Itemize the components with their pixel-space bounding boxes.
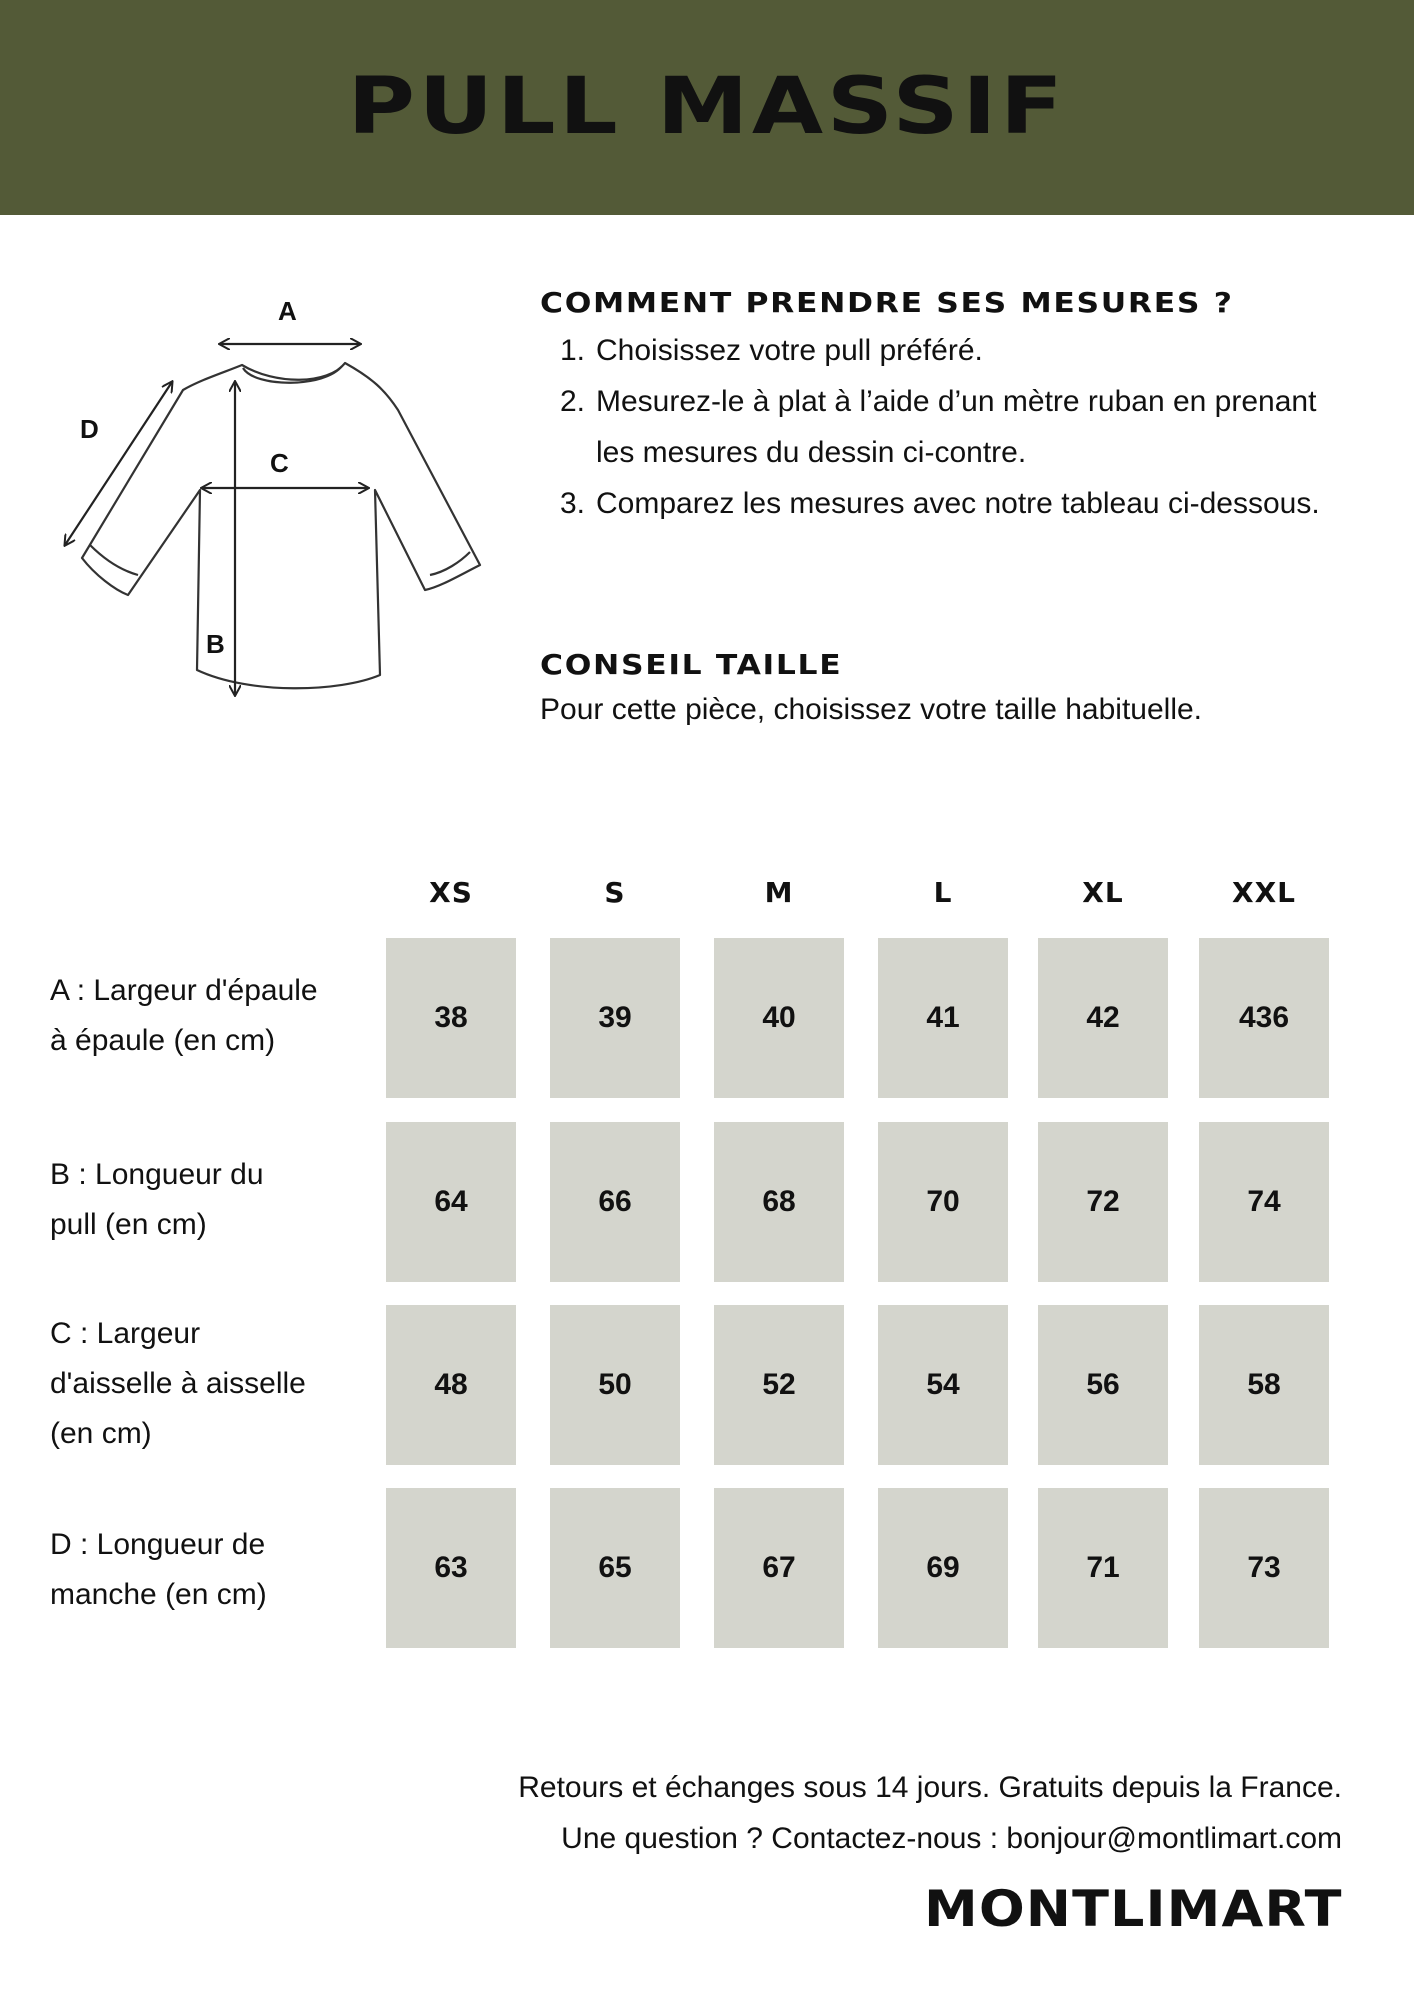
page-title: PULL MASSIF — [347, 62, 1067, 152]
table-cell: 48 — [386, 1305, 516, 1465]
table-cell: 41 — [878, 938, 1008, 1098]
step-item: 1. Choisissez votre pull préféré. — [560, 334, 983, 367]
table-cell: 42 — [1038, 938, 1168, 1098]
table-cell: 56 — [1038, 1305, 1168, 1465]
advice-heading: CONSEIL TAILLE — [540, 648, 843, 681]
arrow-d — [65, 382, 172, 545]
table-cell: 74 — [1199, 1122, 1329, 1282]
sweater-diagram — [50, 290, 500, 710]
table-cell: 69 — [878, 1488, 1008, 1648]
size-header-l: L — [933, 876, 953, 909]
returns-note: Retours et échanges sous 14 jours. Gratuits depuis la France. — [518, 1771, 1342, 1804]
row-label-d: D : Longueur de manche (en cm) — [50, 1528, 267, 1611]
row-label-c: C : Largeur d'aisselle à aisselle (en cm) — [50, 1317, 306, 1450]
table-cell: 68 — [714, 1122, 844, 1282]
label-a: A — [278, 296, 297, 326]
table-cell: 40 — [714, 938, 844, 1098]
step-item: 2. Mesurez-le à plat à l’aide d’un mètre ruban en prenant les mesures du dessin ci-contre. — [560, 385, 1317, 469]
brand-logo: MONTLIMART — [923, 1880, 1342, 1938]
table-cell: 39 — [550, 938, 680, 1098]
table-cell: 71 — [1038, 1488, 1168, 1648]
label-c: C — [270, 448, 289, 478]
table-cell: 67 — [714, 1488, 844, 1648]
table-cell: 58 — [1199, 1305, 1329, 1465]
step-item: 3. Comparez les mesures avec notre tableau ci-dessous. — [560, 487, 1320, 520]
table-cell: 50 — [550, 1305, 680, 1465]
instructions-heading: COMMENT PRENDRE SES MESURES ? — [540, 286, 1234, 319]
size-header-xl: XL — [1082, 876, 1124, 909]
table-cell: 54 — [878, 1305, 1008, 1465]
advice-text: Pour cette pièce, choisissez votre taille habituelle. — [540, 693, 1203, 726]
header-banner — [0, 0, 1414, 215]
label-d: D — [80, 414, 99, 444]
contact-note: Une question ? Contactez-nous : bonjour@montlimart.com — [561, 1822, 1342, 1855]
table-cell: 70 — [878, 1122, 1008, 1282]
size-header-s: S — [604, 876, 626, 909]
table-cell: 72 — [1038, 1122, 1168, 1282]
table-cell: 38 — [386, 938, 516, 1098]
row-label-a: A : Largeur d'épaule à épaule (en cm) — [50, 974, 318, 1057]
instructions-list — [560, 325, 1320, 529]
size-header-m: M — [764, 876, 794, 909]
table-cell: 64 — [386, 1122, 516, 1282]
label-b: B — [206, 629, 225, 659]
table-cell: 73 — [1199, 1488, 1329, 1648]
sweater-outline — [82, 363, 480, 688]
table-cell: 65 — [550, 1488, 680, 1648]
table-cell: 66 — [550, 1122, 680, 1282]
row-label-b: B : Longueur du pull (en cm) — [50, 1158, 264, 1241]
table-cell: 63 — [386, 1488, 516, 1648]
table-cell: 436 — [1199, 938, 1329, 1098]
size-header-xs: XS — [429, 876, 473, 909]
table-cell: 52 — [714, 1305, 844, 1465]
size-header-xxl: XXL — [1231, 876, 1297, 909]
